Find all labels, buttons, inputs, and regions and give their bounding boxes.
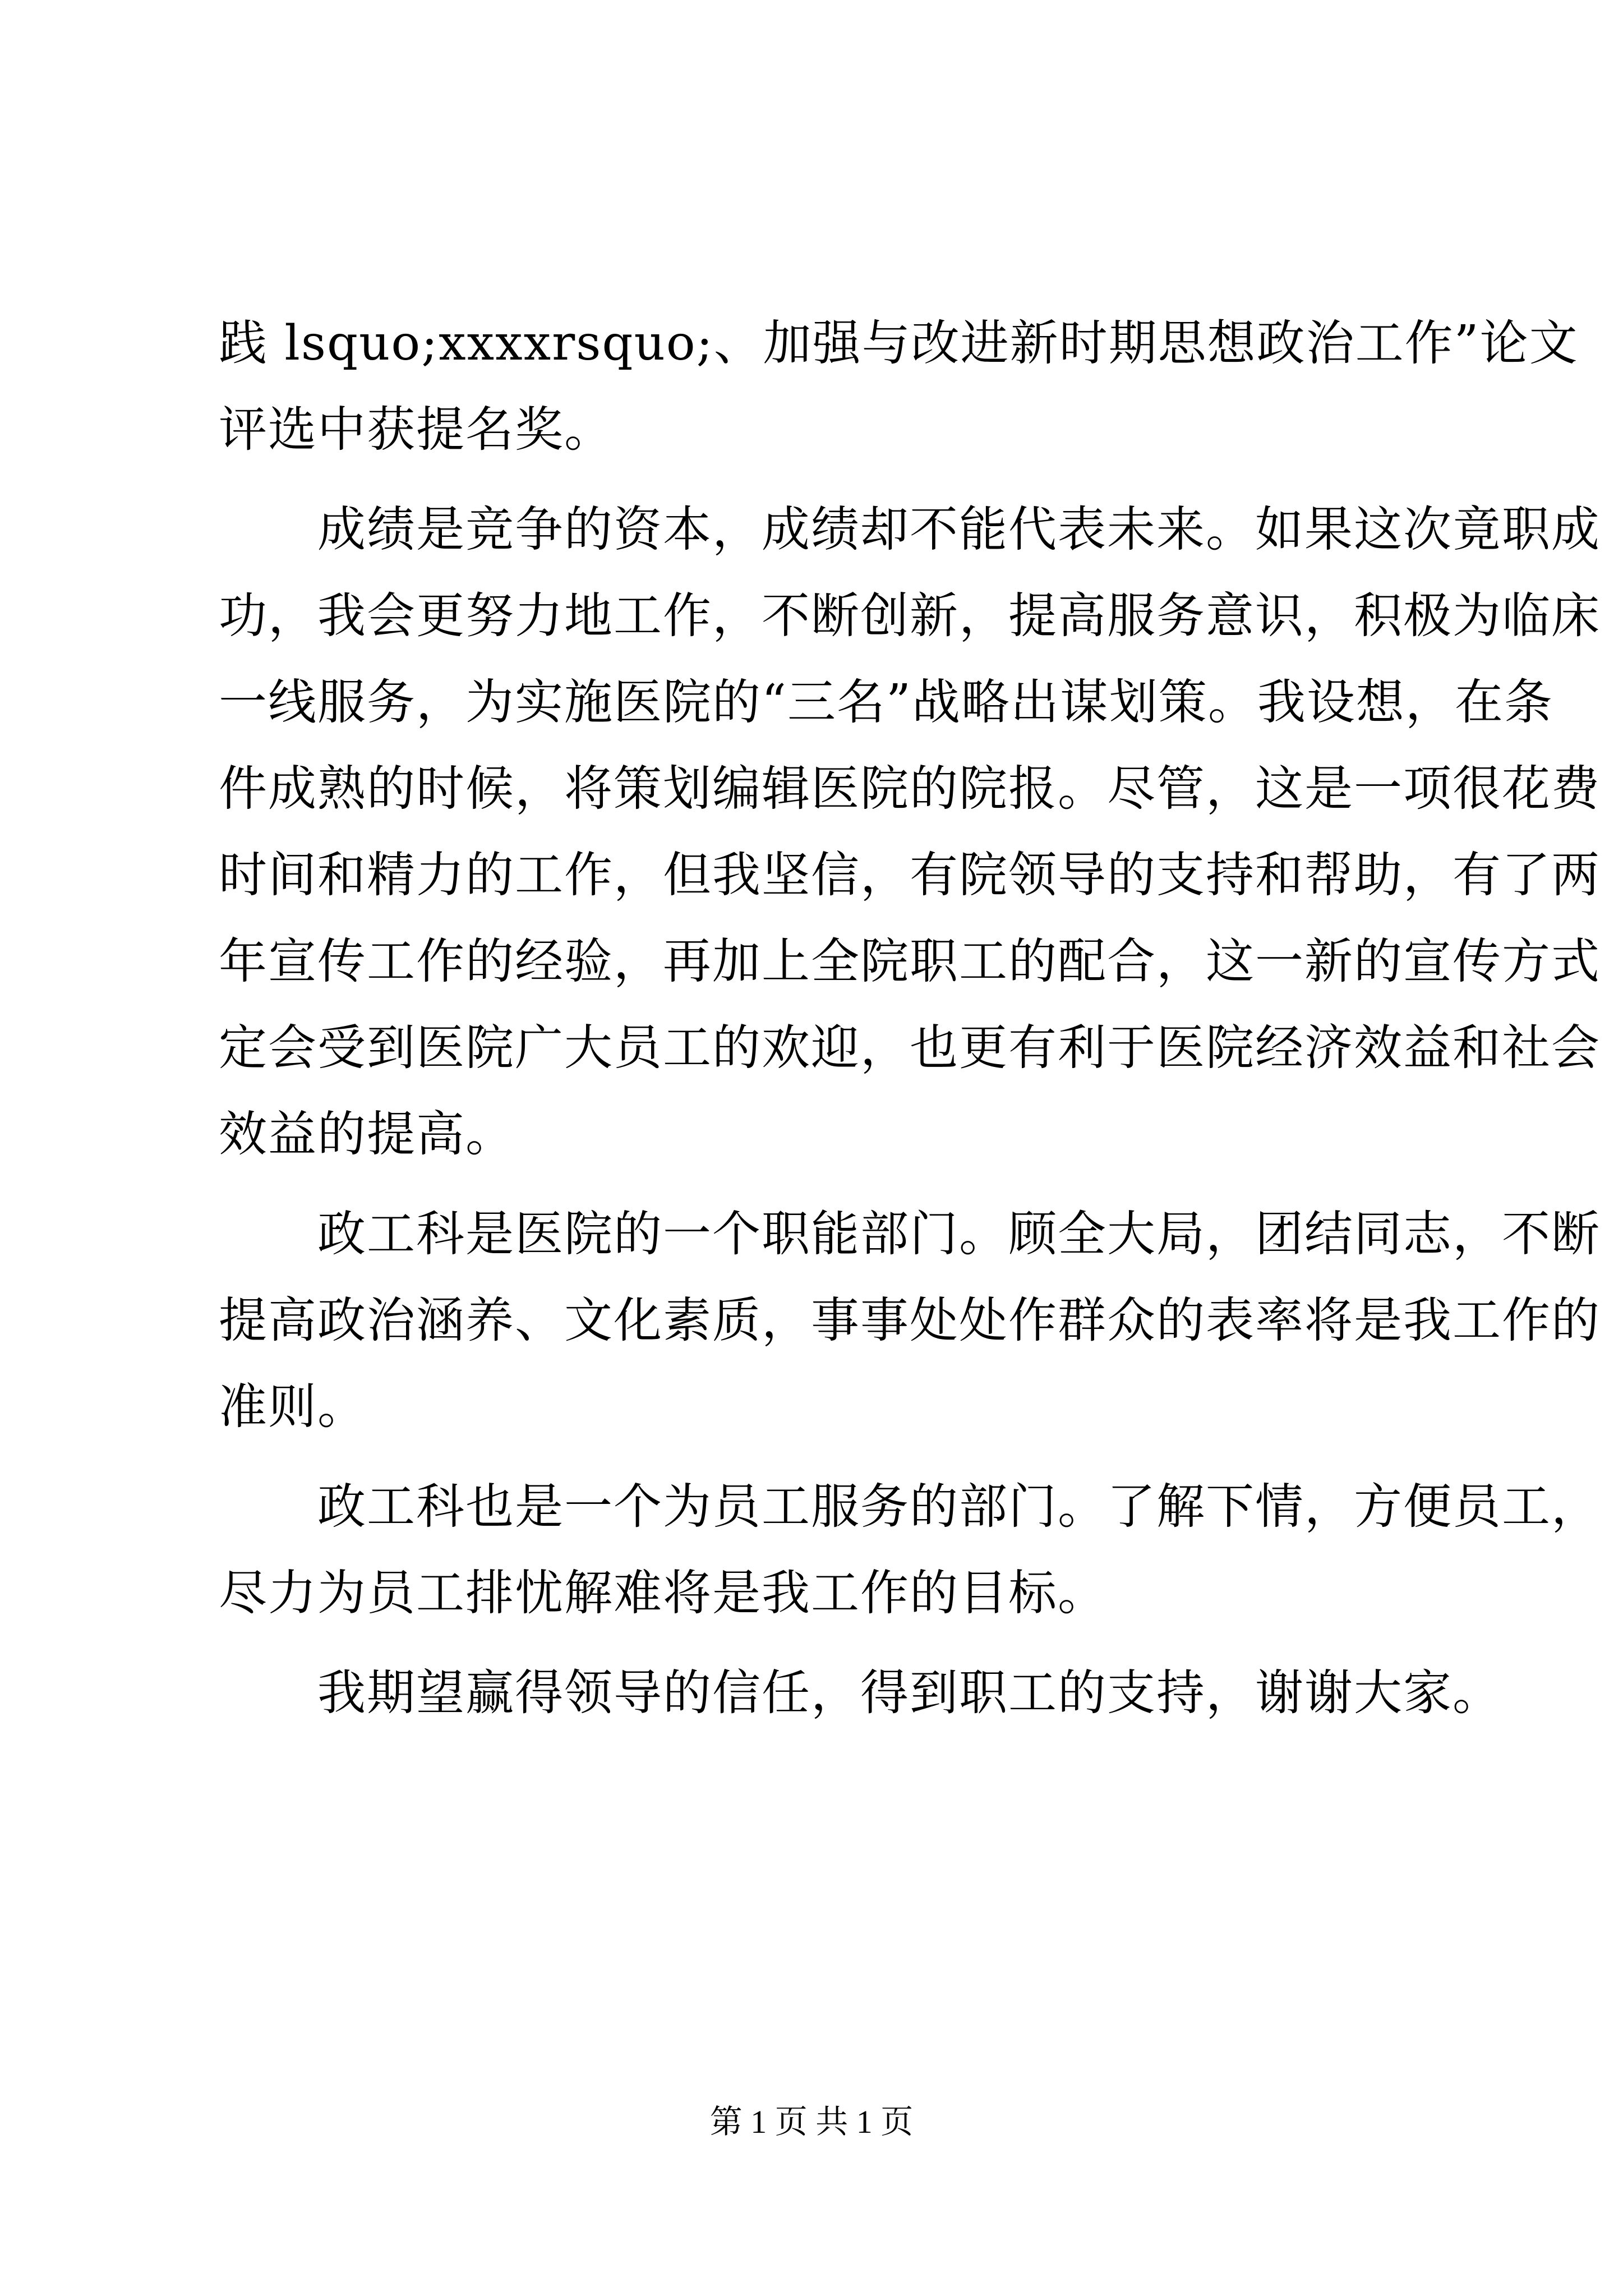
text-line: 政工科也是一个为员工服务的部门。了解下情，方便员工，	[219, 1479, 1601, 1535]
document-body	[219, 300, 1601, 1736]
text-line: 政工科是医院的一个职能部门。顾全大局，团结同志，不断	[219, 1206, 1601, 1262]
text-line: 定会受到医院广大员工的欢迎，也更有利于医院经济效益和社会	[219, 1020, 1601, 1076]
text-line: 提高政治涵养、文化素质，事事处处作群众的表率将是我工作的	[219, 1292, 1601, 1349]
text-line: 成绩是竞争的资本，成绩却不能代表未来。如果这次竟职成	[219, 501, 1601, 558]
text-line: 践 lsquo;xxxxrsquo;、加强与改进新时期思想政治工作”论文	[219, 315, 1579, 371]
page-number-footer: 第 1 页 共 1 页	[709, 2104, 914, 2140]
text-line: 时间和精力的工作，但我坚信，有院领导的支持和帮助，有了两	[219, 847, 1601, 903]
text-line: 准则。	[219, 1379, 367, 1435]
text-line: 我期望赢得领导的信任，得到职工的支持，谢谢大家。	[219, 1665, 1502, 1721]
text-line: 效益的提高。	[219, 1106, 515, 1162]
text-line: 评选中获提名奖。	[219, 402, 614, 458]
paragraph-5	[219, 1650, 1502, 1736]
paragraph-3	[219, 1191, 1601, 1450]
paragraph-1	[219, 300, 1579, 473]
text-line: 年宣传工作的经验，再加上全院职工的配合，这一新的宣传方式	[219, 933, 1601, 990]
text-line: 一线服务，为实施医院的“三名”战略出谋划策。我设想，在条	[219, 674, 1553, 730]
text-line: 件成熟的时候，将策划编辑医院的院报。尽管，这是一项很花费	[219, 761, 1601, 817]
text-line: 尽力为员工排忧解难将是我工作的目标。	[219, 1565, 1107, 1621]
text-line: 功，我会更努力地工作，不断创新，提高服务意识，积极为临床	[219, 588, 1601, 644]
paragraph-4	[219, 1464, 1601, 1636]
paragraph-2	[219, 486, 1601, 1177]
